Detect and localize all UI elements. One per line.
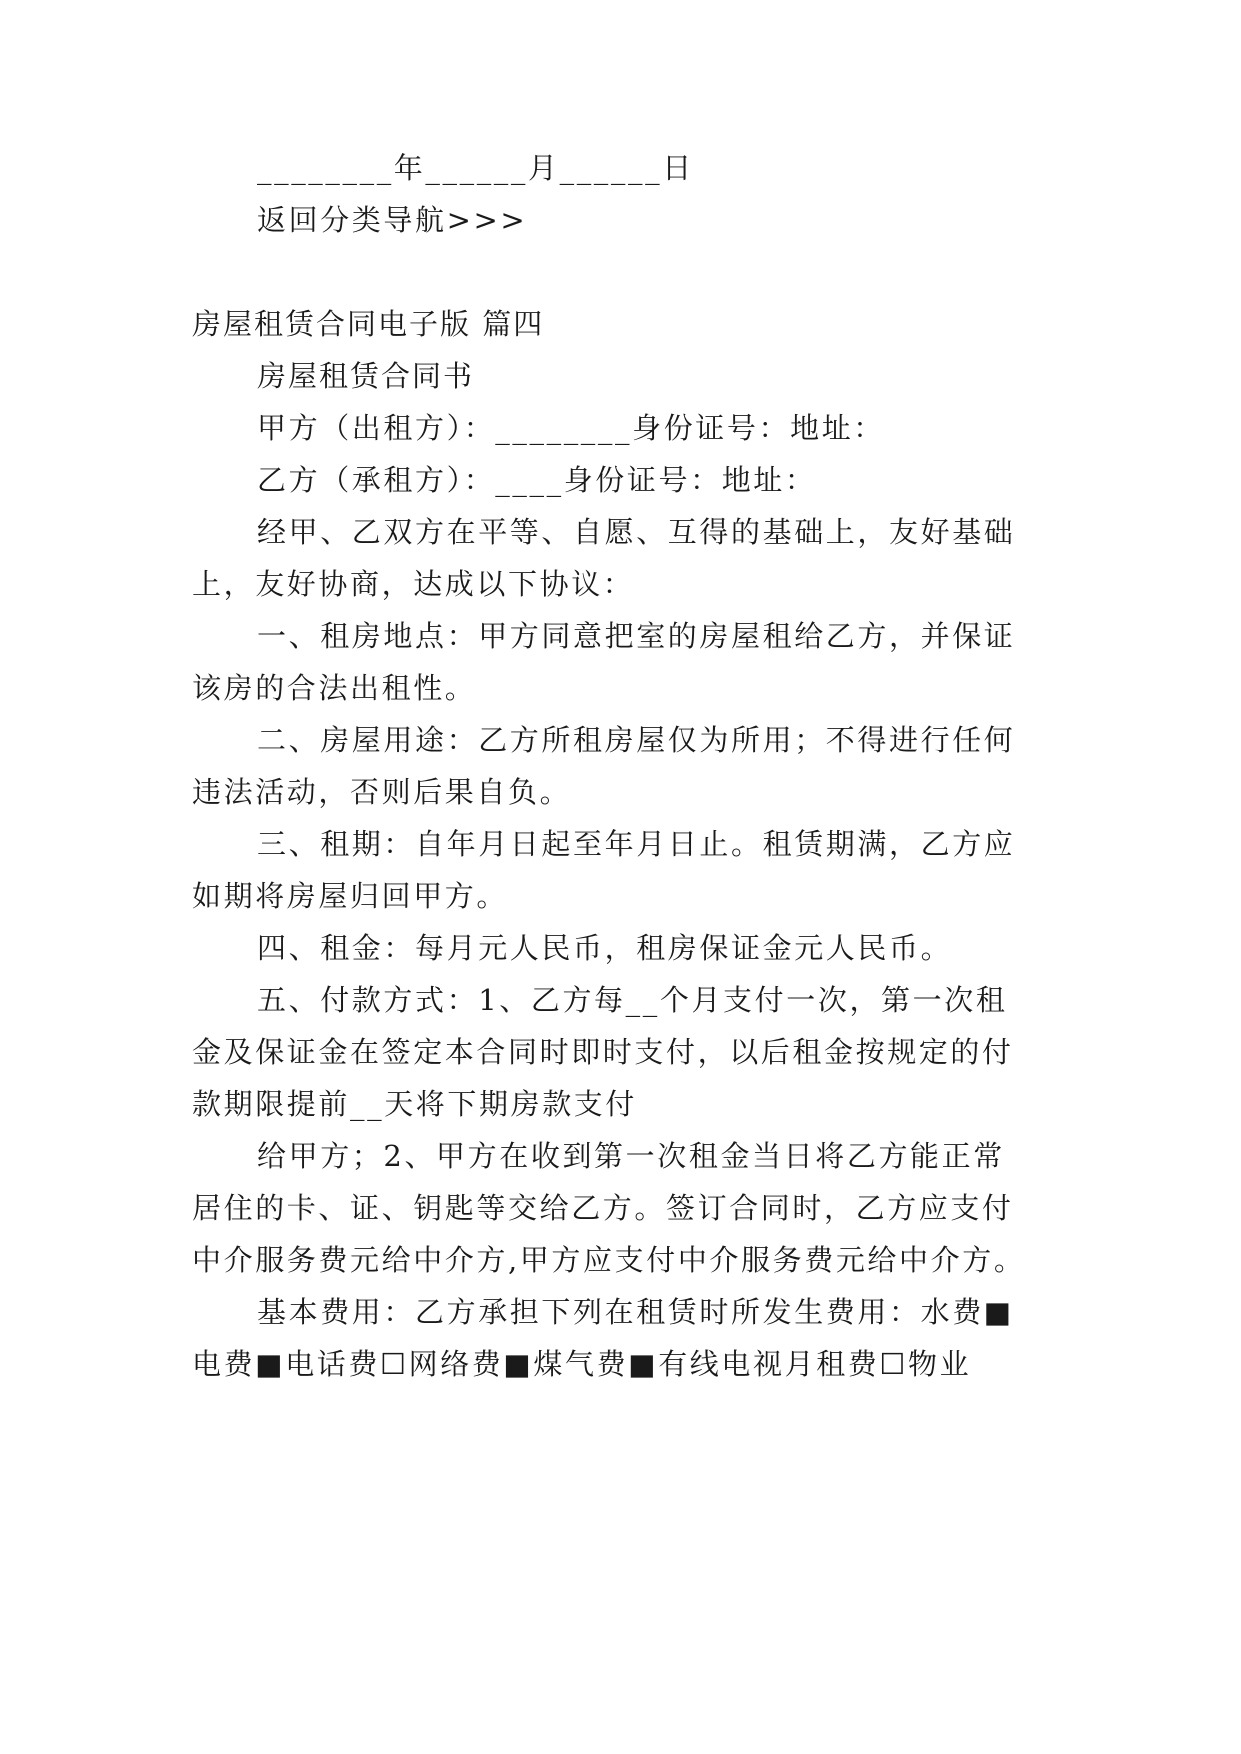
paragraph-line: 上，友好协商，达成以下协议：	[192, 567, 635, 601]
back-to-category-link[interactable]: 返回分类导航>>>	[257, 203, 528, 237]
paragraph-line: 二、房屋用途：乙方所租房屋仅为所用；不得进行任何	[257, 723, 1016, 757]
paragraph-line: 五、付款方式：1、乙方每__个月支付一次，第一次租	[257, 983, 1008, 1017]
date-line: ________年______月______日	[257, 151, 694, 185]
paragraph-line: 一、租房地点：甲方同意把室的房屋租给乙方，并保证	[257, 619, 1016, 653]
section-title: 房屋租赁合同电子版 篇四	[192, 307, 545, 341]
paragraph-line: 居住的卡、证、钥匙等交给乙方。签订合同时，乙方应支付	[192, 1191, 1014, 1225]
paragraph-line: 四、租金：每月元人民币，租房保证金元人民币。	[257, 931, 953, 965]
contract-title: 房屋租赁合同书	[257, 359, 475, 393]
paragraph-line: 该房的合法出租性。	[192, 671, 477, 705]
paragraph-line: 经甲、乙双方在平等、自愿、互得的基础上，友好基础	[257, 515, 1016, 549]
paragraph-line: 三、租期：自年月日起至年月日止。租赁期满，乙方应	[257, 827, 1016, 861]
party-a-line: 甲方（出租方）：________身份证号：地址：	[257, 411, 885, 445]
paragraph-line: 款期限提前__天将下期房款支付	[192, 1087, 638, 1121]
paragraph-line: 如期将房屋归回甲方。	[192, 879, 509, 913]
paragraph-line: 电费■电话费☐网络费■煤气费■有线电视月租费☐物业	[192, 1347, 972, 1381]
paragraph-line: 金及保证金在签定本合同时即时支付，以后租金按规定的付	[192, 1035, 1014, 1069]
party-b-line: 乙方（承租方）：____身份证号：地址：	[257, 463, 817, 497]
paragraph-line: 基本费用：乙方承担下列在租赁时所发生费用：水费■	[257, 1295, 1014, 1329]
paragraph-line: 中介服务费元给中介方,甲方应支付中介服务费元给中介方。	[192, 1243, 1026, 1277]
paragraph-line: 给甲方；2、甲方在收到第一次租金当日将乙方能正常	[257, 1139, 1005, 1173]
paragraph-line: 违法活动，否则后果自负。	[192, 775, 572, 809]
